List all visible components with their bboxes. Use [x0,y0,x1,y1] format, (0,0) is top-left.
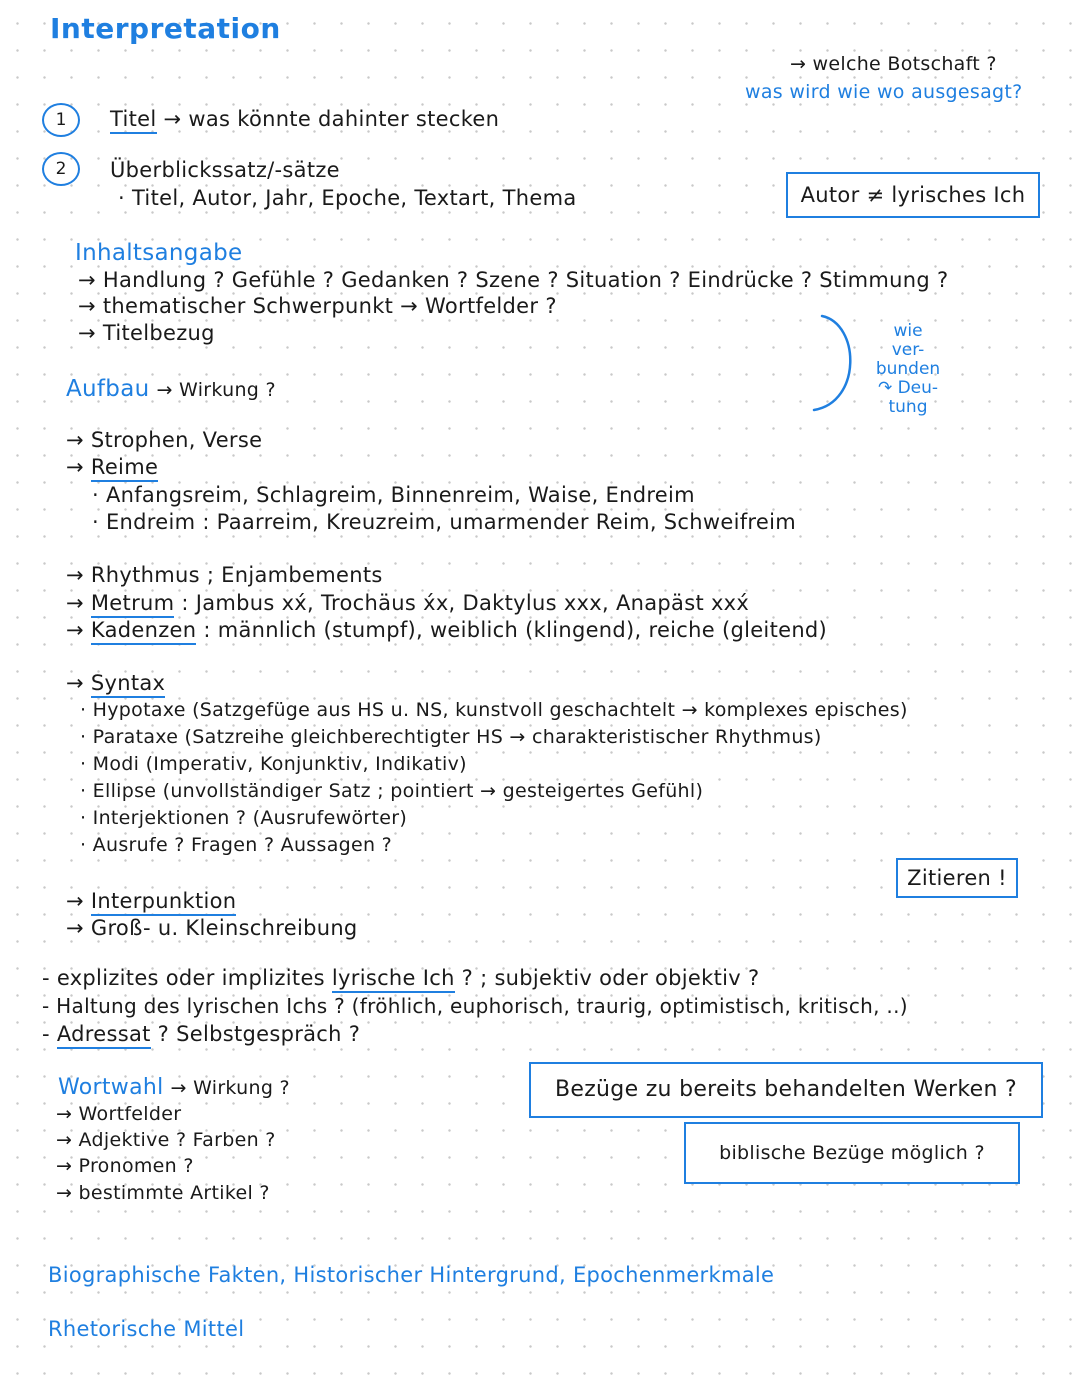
page-title: Interpretation [50,12,281,45]
side-note-line: wie [893,321,923,341]
arrow-icon: → [66,591,84,615]
arrow-icon: → [66,889,84,913]
step1-row [110,106,499,132]
box-bezuege: Bezüge zu bereits behandelten Werken ? [529,1062,1043,1118]
interpunktion-row [66,888,236,914]
step2-heading: Überblickssatz/-sätze [110,158,340,182]
note-ausgesagt: was wird wie wo ausgesagt? [745,81,1023,103]
footer-rhetorik: Rhetorische Mittel [48,1317,245,1341]
syntax-item: · Ellipse (unvollständiger Satz ; pointiert → gesteigertes Gefühl) [80,780,704,802]
aufbau-rhythmus: → Rhythmus ; Enjambements [66,563,383,587]
side-note-line: tung [888,397,928,417]
wortwahl-item: → Wortfelder [56,1103,182,1125]
syntax-item: · Hypotaxe (Satzgefüge aus HS u. NS, kunstvoll geschachtelt → komplexes episches) [80,699,908,721]
aufbau-row [66,376,276,403]
aufbau-suffix: → Wirkung ? [156,379,276,401]
aufbau-metrum-row [66,590,749,616]
wortwahl-item: → Adjektive ? Farben ? [56,1129,276,1151]
dash: - [42,1022,50,1046]
wortwahl-heading: Wortwahl [58,1075,164,1100]
inhaltsangabe-item: → Handlung ? Gefühle ? Gedanken ? Szene ? Situation ? Eindrücke ? Stimmung ? [78,268,949,292]
lyrisches-ich-text: ? ; subjektiv oder objektiv ? [461,966,760,990]
side-note-line: ↷ Deu- [877,378,939,398]
syntax-item: · Modi (Imperativ, Konjunktiv, Indikativ) [80,753,467,775]
step1-label: Titel [110,107,157,134]
wortwahl-row [58,1074,290,1101]
arrow-icon: → [66,671,84,695]
reime-detail-1: · Anfangsreim, Schlagreim, Binnenreim, Waise, Endreim [92,483,695,507]
aufbau-reime-row [66,454,158,480]
box-zitieren: Zitieren ! [896,858,1018,898]
inhaltsangabe-item: → Titelbezug [78,321,215,345]
side-note-line: ver- [891,340,925,360]
gross-kleinschreibung: → Groß- u. Kleinschreibung [66,916,358,940]
interpunktion-label: Interpunktion [91,889,237,916]
lyrisches-ich-line2: - Haltung des lyrischen Ichs ? (fröhlich, euphorisch, traurig, optimistisch, kritisch, ..) [42,994,908,1018]
wortwahl-suffix: → Wirkung ? [170,1077,290,1099]
aufbau-heading: Aufbau [66,376,150,402]
inhaltsangabe-heading: Inhaltsangabe [75,240,243,266]
step2-detail: · Titel, Autor, Jahr, Epoche, Textart, Thema [118,186,577,210]
box-biblisch: biblische Bezüge möglich ? [684,1122,1020,1184]
wortwahl-item: → bestimmte Artikel ? [56,1182,270,1204]
aufbau-strophen: → Strophen, Verse [66,428,263,452]
side-note-line: bunden [875,359,941,379]
note-botschaft: → welche Botschaft ? [790,53,997,75]
syntax-item: · Parataxe (Satzreihe gleichberechtigter HS → charakteristischer Rhythmus) [80,726,822,748]
syntax-label: Syntax [91,671,165,698]
inhaltsangabe-item: → thematischer Schwerpunkt → Wortfelder ? [78,294,557,318]
metrum-text: : Jambus xx́, Trochäus x́x, Daktylus xxx, Anapäst xxx́ [181,591,750,615]
lyrisches-ich-line3 [42,1021,360,1047]
step-number-2: 2 [42,152,80,186]
footer-biographie: Biographische Fakten, Historischer Hintergrund, Epochenmerkmale [48,1263,775,1287]
arrow-icon: → [66,618,84,642]
step1-text: → was könnte dahinter stecken [163,107,500,131]
side-note [872,322,944,417]
reime-label: Reime [91,455,158,482]
syntax-row [66,670,165,696]
aufbau-kadenzen-row [66,617,827,643]
lyrisches-ich-text: - explizites oder implizites [42,966,325,990]
reime-detail-2: · Endreim : Paarreim, Kreuzreim, umarmender Reim, Schweifreim [92,510,796,534]
metrum-label: Metrum [91,591,174,618]
box-autor-lyrisches-ich: Autor ≠ lyrisches Ich [786,172,1040,218]
bracket-icon [808,312,868,416]
syntax-item: · Ausrufe ? Fragen ? Aussagen ? [80,834,393,856]
lyrisches-ich-line1 [42,965,759,991]
adressat-label: Adressat [57,1022,151,1049]
wortwahl-item: → Pronomen ? [56,1155,194,1177]
step-number-1: 1 [42,103,80,137]
lyrisches-ich-label: lyrische Ich [332,966,455,993]
kadenzen-text: : männlich (stumpf), weiblich (klingend), reiche (gleitend) [203,618,828,642]
kadenzen-label: Kadenzen [91,618,196,645]
arrow-icon: → [66,455,84,479]
syntax-item: · Interjektionen ? (Ausrufewörter) [80,807,408,829]
adressat-text: ? Selbstgespräch ? [157,1022,361,1046]
